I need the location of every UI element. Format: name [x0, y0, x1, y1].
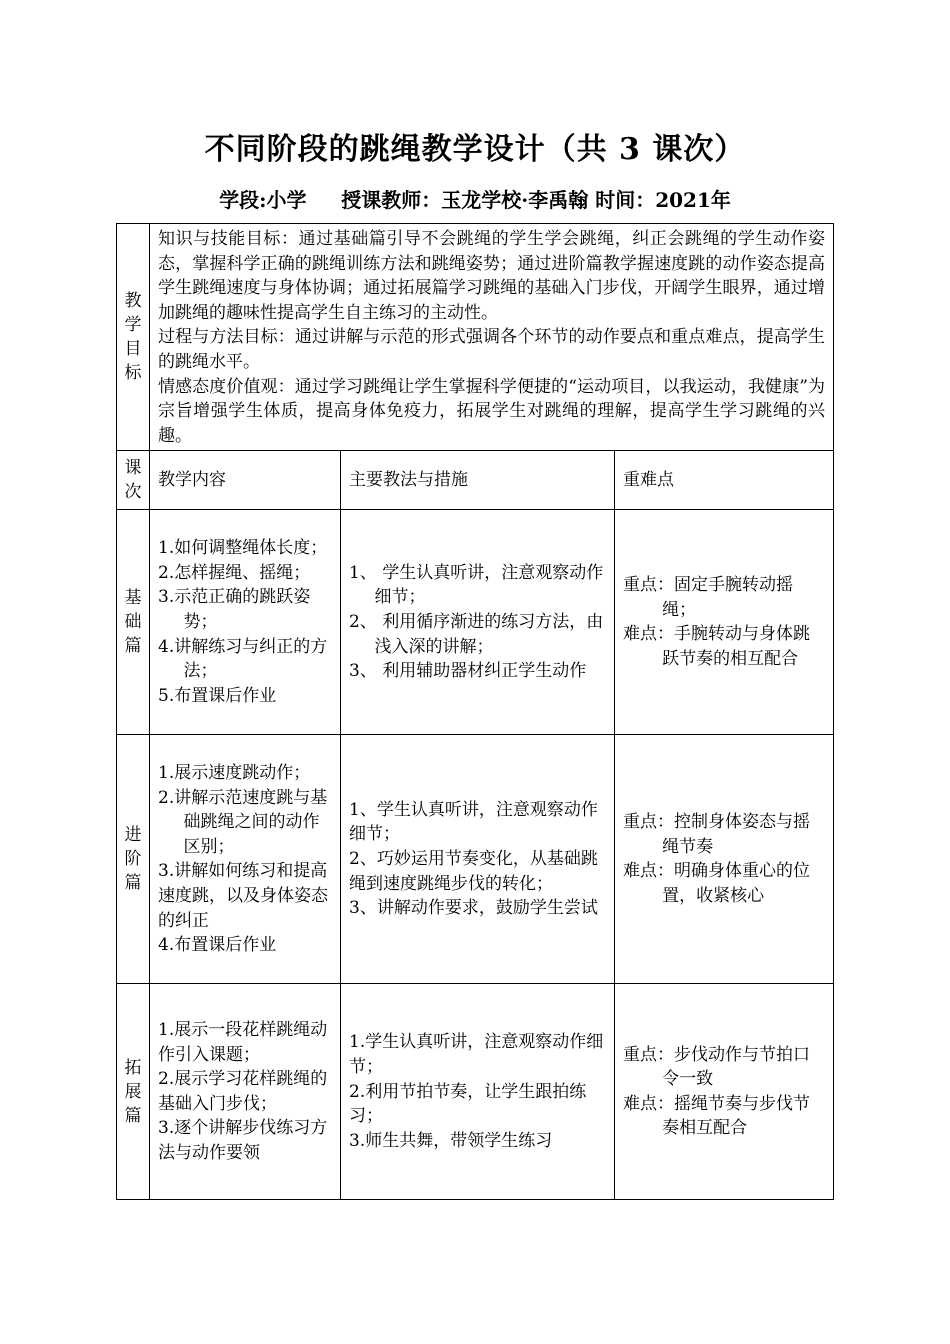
header-key-points: 重难点: [615, 451, 834, 510]
content-item: 2.展示学习花样跳绳的基础入门步伐；: [158, 1069, 328, 1114]
content-item: 5.布置课后作业: [158, 685, 277, 706]
method-item: 2、巧妙运用节奏变化，从基础跳绳到速度跳绳步伐的转化；: [349, 849, 598, 894]
lesson-content-cell: [150, 735, 341, 984]
method-item: 2、 利用循序渐进的练习方法，由浅入深的讲解；: [349, 612, 604, 657]
header-lesson: 课次: [124, 458, 142, 503]
lesson-methods-cell: [341, 510, 615, 735]
method-item: 3、讲解动作要求，鼓励学生尝试: [349, 898, 598, 919]
lesson-key-cell: [615, 510, 834, 735]
content-item: 2.怎样握绳、摇绳；: [158, 562, 311, 583]
difficulty-point: 难点：摇绳节奏与步伐节奏相互配合: [623, 1093, 810, 1139]
objectives-cell: [150, 224, 834, 451]
objective-process: 过程与方法目标：通过讲解与示范的形式强调各个环节的动作要点和重点难点，提高学生的跳绳水平。: [158, 327, 826, 372]
key-point: 重点：控制身体姿态与摇绳节奏: [623, 812, 810, 857]
difficulty-point: 难点：手腕转动与身体跳跃节奏的相互配合: [623, 624, 810, 669]
lesson-name: 基础篇: [124, 588, 142, 657]
lesson-name-cell: [117, 510, 150, 735]
content-item: 2.讲解示范速度跳与基础跳绳之间的动作区别；: [158, 787, 328, 857]
document-subtitle: 学段:小学 授课教师：玉龙学校·李禹翰 时间：2021年: [219, 188, 731, 212]
lesson-plan-table: [116, 223, 834, 1200]
method-item: 1.学生认真听讲，注意观察动作细节；: [349, 1032, 604, 1077]
lesson-name: 进阶篇: [124, 825, 142, 894]
method-item: 1、 学生认真听讲，注意观察动作细节；: [349, 562, 604, 608]
key-point: 重点：固定手腕转动摇绳；: [623, 575, 793, 620]
lesson-methods-cell: [341, 735, 615, 984]
header-lesson-cell: [117, 451, 150, 510]
document-title: 不同阶段的跳绳教学设计（共 3 课次）: [204, 132, 746, 167]
objective-knowledge: 知识与技能目标：通过基础篇引导不会跳绳的学生学会跳绳，纠正会跳绳的学生动作姿态，掌握科学正确的跳绳训练方法和跳绳姿势；通过进阶篇教学握速度跳的动作姿态提高学生跳绳速度与身体协调；通过拓展篇学习跳绳的基础入门步伐，开阔学生眼界，通过增加跳绳的趣味性提高学生自主练习的主动性。: [158, 229, 826, 323]
lesson-row-basic: [117, 510, 834, 735]
objectives-label: 教学目标: [124, 291, 142, 384]
content-item: 1.展示速度跳动作；: [158, 762, 311, 783]
method-item: 2.利用节拍节奏，让学生跟拍练习；: [349, 1081, 587, 1127]
content-item: 3.逐个讲解步伐练习方法与动作要领: [158, 1118, 328, 1164]
lesson-name-cell: [117, 984, 150, 1200]
method-item: 3、 利用辅助器材纠正学生动作: [349, 661, 587, 682]
lesson-name: 拓展篇: [124, 1057, 142, 1126]
lesson-content-cell: [150, 510, 341, 735]
objective-emotion: 情感态度价值观：通过学习跳绳让学生掌握科学便捷的“运动项目，以我运动，我健康”为宗旨增强学生体质，提高身体免疫力，拓展学生对跳绳的理解，提高学生学习跳绳的兴趣。: [158, 376, 826, 446]
key-point: 重点：步伐动作与节拍口令一致: [623, 1044, 810, 1090]
header-content: 教学内容: [150, 451, 341, 510]
lesson-row-advanced: [117, 735, 834, 984]
lesson-key-cell: [615, 984, 834, 1200]
content-item: 3.讲解如何练习和提高速度跳，以及身体姿态的纠正: [158, 861, 328, 931]
content-item: 4.讲解练习与纠正的方法；: [158, 636, 328, 682]
objectives-label-cell: [117, 224, 150, 451]
lesson-content-cell: [150, 984, 341, 1200]
content-item: 3.示范正确的跳跃姿势；: [158, 587, 311, 633]
objectives-row: [117, 224, 834, 451]
header-methods: 主要教法与措施: [341, 451, 615, 510]
header-row: [117, 451, 834, 510]
content-item: 1.展示一段花样跳绳动作引入课题；: [158, 1020, 328, 1065]
content-item: 1.如何调整绳体长度；: [158, 538, 328, 559]
lesson-row-extension: [117, 984, 834, 1200]
method-item: 1、学生认真听讲，注意观察动作细节；: [349, 799, 598, 845]
content-item: 4.布置课后作业: [158, 935, 277, 956]
method-item: 3.师生共舞，带领学生练习: [349, 1130, 553, 1151]
lesson-methods-cell: [341, 984, 615, 1200]
lesson-name-cell: [117, 735, 150, 984]
difficulty-point: 难点：明确身体重心的位置，收紧核心: [623, 861, 810, 906]
lesson-key-cell: [615, 735, 834, 984]
